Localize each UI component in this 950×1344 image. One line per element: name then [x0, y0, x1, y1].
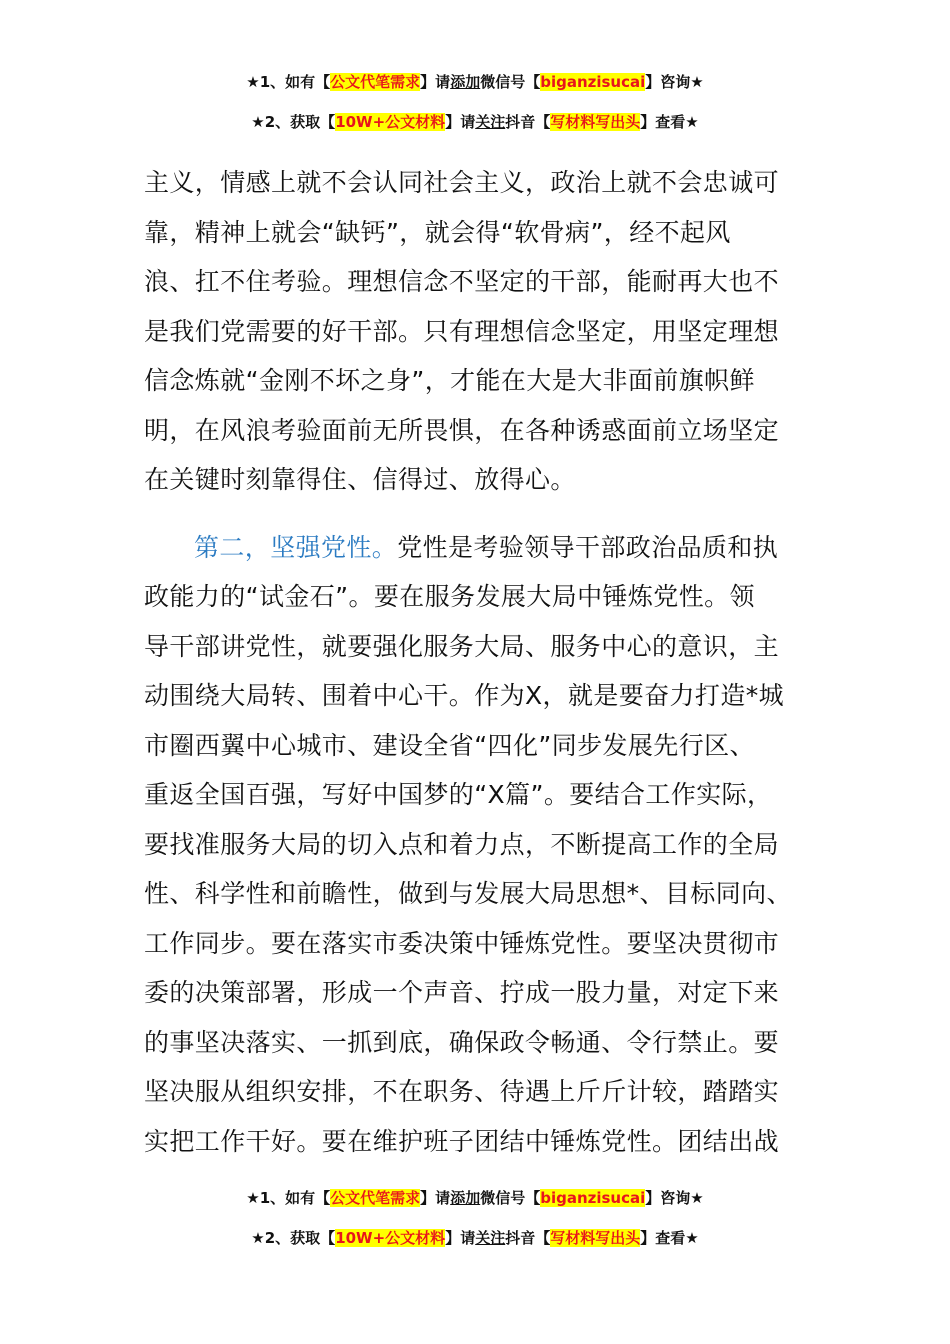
promo-text: 抖音【: [505, 113, 551, 131]
promo-text: ★2、获取【: [251, 1229, 336, 1247]
body-line: 实把工作干好。要在维护班子团结中锤炼党性。团结出战: [144, 1127, 780, 1156]
body-line: 政能力的“试金石”。要在服务发展大局中锤炼党性。领: [144, 582, 755, 611]
body-line: 性、科学性和前瞻性，做到与发展大局思想*、目标同向、: [144, 879, 792, 908]
promo-text: 抖音【: [505, 1229, 551, 1247]
promo-highlight: 写材料写出头: [550, 113, 641, 131]
promo-line-2-top: [0, 110, 950, 134]
promo-text: 微信号【: [480, 1189, 541, 1207]
promo-underline: 添加: [450, 73, 481, 91]
body-line: 的事坚决落实、一抓到底，确保政令畅通、令行禁止。要: [144, 1028, 780, 1057]
body-line: 导干部讲党性，就要强化服务大局、服务中心的意识，主: [144, 632, 780, 661]
promo-highlight: 10W+公文材料: [335, 1229, 446, 1247]
promo-text: 】请: [420, 73, 451, 91]
body-line: 浪、扛不住考验。理想信念不坚定的干部，能耐再大也不: [144, 267, 780, 296]
promo-text: ★2、获取【: [251, 113, 336, 131]
body-line: 动围绕大局转、围着中心干。作为X，就是要奋力打造*城: [144, 681, 785, 710]
promo-text: ★1、如有【: [246, 1189, 331, 1207]
promo-text: 】请: [445, 1229, 476, 1247]
section-heading-line: [194, 533, 778, 563]
promo-text: 】请: [420, 1189, 451, 1207]
promo-line-1-bottom: [0, 1186, 950, 1210]
promo-line-1-top: [0, 70, 950, 94]
body-line: 工作同步。要在落实市委决策中锤炼党性。要坚决贯彻市: [144, 929, 780, 958]
promo-text: ★1、如有【: [246, 73, 331, 91]
promo-underline: 添加: [450, 1189, 481, 1207]
promo-text: 微信号【: [480, 73, 541, 91]
promo-text: 】咨询★: [645, 1189, 704, 1207]
promo-highlight: biganzisucai: [540, 73, 646, 91]
promo-highlight: 写材料写出头: [550, 1229, 641, 1247]
promo-highlight: 10W+公文材料: [335, 113, 446, 131]
body-line: 是我们党需要的好干部。只有理想信念坚定，用坚定理想: [144, 317, 780, 346]
body-line: 主义，情感上就不会认同社会主义，政治上就不会忠诚可: [144, 168, 780, 197]
promo-highlight: 公文代笔需求: [330, 1189, 421, 1207]
body-line: 市圈西翼中心城市、建设全省“四化”同步发展先行区、: [144, 731, 755, 760]
promo-highlight: 公文代笔需求: [330, 73, 421, 91]
promo-line-2-bottom: [0, 1226, 950, 1250]
body-line: 要找准服务大局的切入点和着力点，不断提高工作的全局: [144, 830, 780, 859]
promo-text: 】咨询★: [645, 73, 704, 91]
promo-text: 】查看★: [640, 113, 699, 131]
body-line: 坚决服从组织安排，不在职务、待遇上斤斤计较，踏踏实: [144, 1077, 780, 1106]
body-line: 信念炼就“金刚不坏之身”，才能在大是大非面前旗帜鲜: [144, 366, 755, 395]
promo-text: 】请: [445, 113, 476, 131]
promo-text: 】查看★: [640, 1229, 699, 1247]
body-line: 靠，精神上就会“缺钙”，就会得“软骨病”，经不起风: [144, 218, 731, 247]
promo-highlight: biganzisucai: [540, 1189, 646, 1207]
body-line: 在关键时刻靠得住、信得过、放得心。: [144, 465, 576, 494]
promo-underline: 关注: [475, 1229, 506, 1247]
body-line: 明，在风浪考验面前无所畏惧，在各种诱惑面前立场坚定: [144, 416, 780, 445]
section-heading: 第二，坚强党性。: [194, 533, 398, 562]
body-text: 党性是考验领导干部政治品质和执: [397, 533, 779, 562]
body-line: 委的决策部署，形成一个声音、拧成一股力量，对定下来: [144, 978, 780, 1007]
body-line: 重返全国百强，写好中国梦的“X篇”。要结合工作实际，: [144, 780, 773, 809]
promo-underline: 关注: [475, 113, 506, 131]
